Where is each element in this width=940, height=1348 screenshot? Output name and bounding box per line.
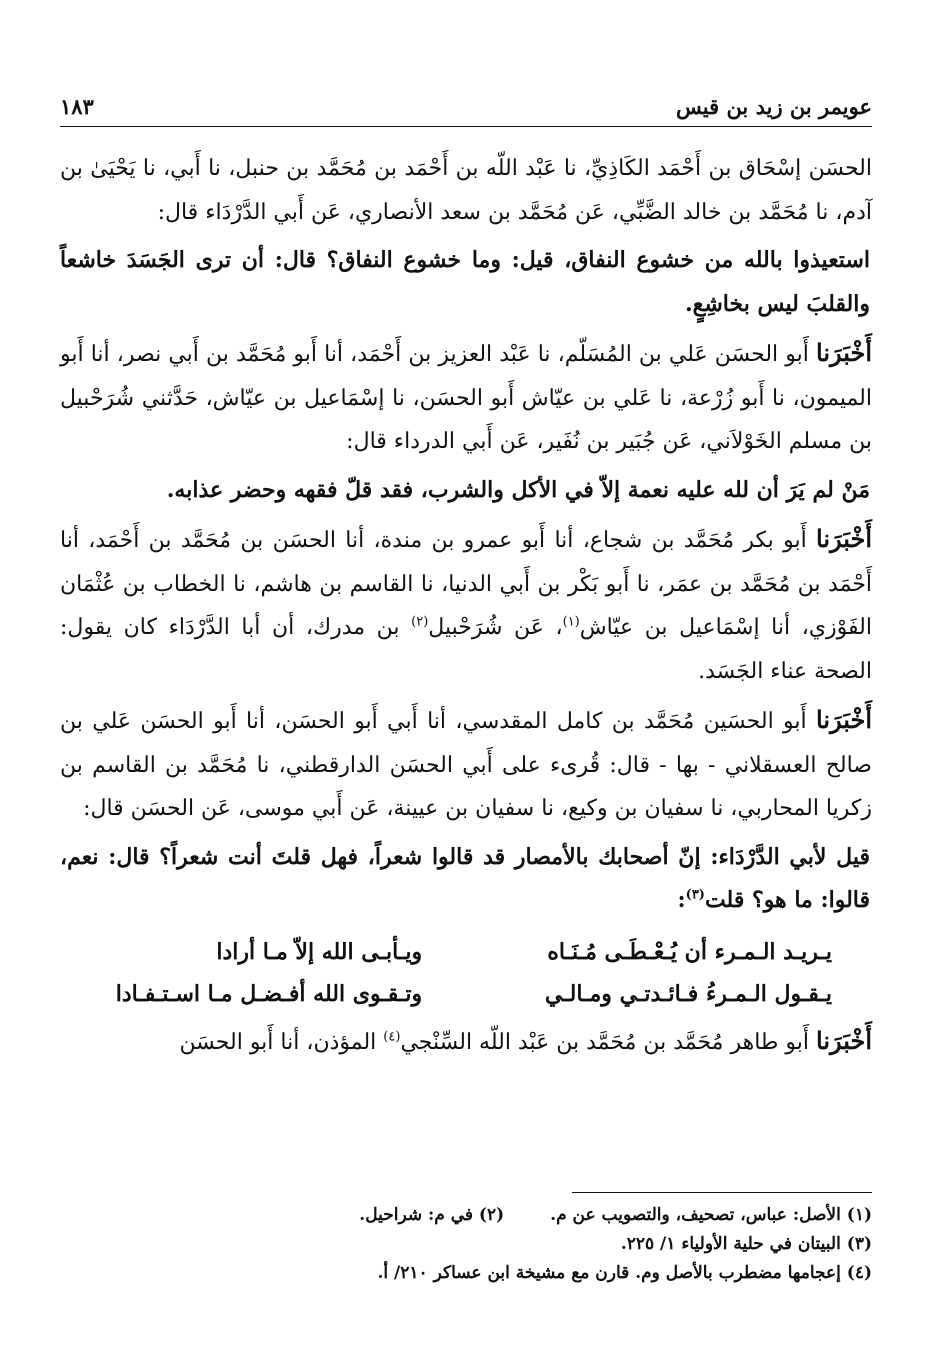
- paragraph-5-lead: أَخْبَرَنا: [816, 524, 873, 553]
- footnote-ref-1: (١): [562, 614, 580, 630]
- paragraph-1: [60, 147, 872, 234]
- footnote-line-3: [60, 1259, 872, 1288]
- footnote-line-1: [60, 1201, 872, 1230]
- page-number: ١٨٣: [60, 94, 94, 119]
- paragraph-3-text: أَبو الحسَن عَلي بن المُسَلّم، نا عَبْد العزيز بن أَحْمَد، أنا أَبو مُحَمَّد بن أَبي نصر، أنا أَبو الميمون، نا أَبو زُرْعة، نا عَلي بن عيّاش أَبو الحسَن، نا إسْمَاعيل بن عيّاش، حَدَّثني شُرَحْبيل بن مسلم الخَوْلاَني، عَن جُبَير بن نُفَير، عَن أَبي الدرداء قال:: [60, 342, 872, 454]
- paragraph-3-lead: أَخْبَرَنا: [816, 338, 872, 367]
- paragraph-3: [60, 331, 872, 464]
- paragraph-7-text: قيل لأبي الدَّرْدَاء: إنّ أصحابك بالأمصار قد قالوا شعراً، فهل قلتَ أنت شعراً؟ قال: نعم، قالوا: ما هو؟ قلت: [60, 843, 870, 913]
- footnotes: [60, 1192, 872, 1288]
- paragraph-4-saying: [60, 469, 872, 513]
- paragraph-4-text: مَنْ لم يَرَ أن لله عليه نعمة إلاّ في الأكل والشرب، فقد قلّ فقهه وحضر عذابه.: [166, 476, 870, 503]
- footnote-ref-2: (٢): [411, 614, 429, 630]
- paragraph-6: [60, 698, 872, 831]
- paragraph-6-text: أَبو الحسَين مُحَمَّد بن كامل المقدسي، أنا أَبي أَبو الحسَن، أنا أَبو الحسَن عَلي بن صالح العسقلاني - بها - قال: قُرىء على أَبي الحسَن الدارقطني، نا مُحَمَّد بن القاسم بن زكريا المحاربي، نا سفيان بن وكيع، نا سفيان بن عيينة، عَن أَبي موسى، عَن الحسَن قال:: [60, 709, 872, 821]
- paragraph-8: [60, 1019, 872, 1065]
- paragraph-1-text: الحسَن إسْحَاق بن أَحْمَد الكَاذِيِّ، نا عَبْد اللّه بن أَحْمَد بن مُحَمَّد بن حنبل، نا أَبي، نا يَحْيَىٰ بن آدم، نا مُحَمَّد بن خالد الضَّبِّي، عَن مُحَمَّد بن سعد الأنصاري، عَن أَبي الدَّرْدَاء قال:: [60, 156, 872, 225]
- paragraph-8-lead: أَخْبَرَنا: [816, 1025, 872, 1055]
- paragraph-2-text: استعيذوا بالله من خشوع النفاق، قيل: وما خشوع النفاق؟ قال: أن ترى الجَسَدَ خاشعاً والقلبَ ليس بخاشِعٍ.: [60, 247, 870, 317]
- footnote-divider: [572, 1192, 872, 1193]
- footnote-1: (١) الأصل: عباس، تصحيف، والتصويب عن م.: [550, 1205, 872, 1225]
- poem-verse-2: [60, 973, 872, 1015]
- paragraph-7-tail: :: [677, 887, 686, 913]
- footnote-2: (٢) في م: شراحيل.: [359, 1205, 505, 1225]
- paragraph-5-text: أَبو بكر مُحَمَّد بن شجاع، أنا أَبو عمرو بن مندة، أنا الحسَن بن مُحَمَّد بن أَحْمَد، أنا أَحْمَد بن مُحَمَّد بن عمَر، نا أَبو بَكْر بن أَبي الدنيا، نا القاسم بن هاشم، نا الخطاب بن عُثْمَان الفَوْزي، أنا إسْمَاعيل بن عيّاش: [60, 528, 872, 640]
- footnote-line-2: [60, 1230, 872, 1259]
- footnote-3: (٣) البيتان في حلية الأولياء ١/ ٢٢٥.: [620, 1234, 872, 1254]
- book-page: [60, 86, 872, 1306]
- main-text: [60, 147, 872, 1064]
- footnote-ref-4: (٤): [383, 1029, 401, 1045]
- footnote-ref-3: (٣): [685, 887, 705, 903]
- poem-verse-2-second: وتـقـوى الله أفـضـل مـا اسـتـفـادا: [115, 980, 423, 1007]
- poem: [60, 931, 872, 1015]
- paragraph-2-saying: [60, 239, 872, 326]
- paragraph-5-tail: بن مدرك، أن أبا الدَّرْدَاء كان يقول: الصحة عناء الجَسَد.: [60, 615, 872, 684]
- poem-verse-1-second: ويـأبـى الله إلاّ مـا أرادا: [216, 938, 423, 965]
- paragraph-8-text: أَبو طاهر مُحَمَّد بن مُحَمَّد بن عَبْد اللّه السِّنْجي: [400, 1029, 810, 1055]
- footnote-4: (٤) إعجامها مضطرب بالأصل وم. قارن مع مشيخة ابن عساكر ٢١٠/ أ.: [377, 1263, 872, 1283]
- header-title: عويمر بن زيد بن قيس: [675, 94, 872, 119]
- paragraph-5-mid: ، عَن شُرَحْبيل: [428, 615, 563, 640]
- paragraph-7-saying: [60, 836, 872, 923]
- running-header: [60, 86, 872, 127]
- poem-verse-2-first: يـقـول الـمـرءُ فـائـدتـي ومـالـي: [544, 980, 832, 1007]
- poem-verse-1: [60, 931, 872, 973]
- paragraph-5: [60, 517, 872, 693]
- poem-verse-1-first: يـريـد الـمـرء أن يُـعْـطَـى مُـنَـاه: [547, 938, 832, 965]
- paragraph-6-lead: أَخْبَرَنا: [816, 705, 872, 734]
- paragraph-8-tail: المؤذن، أنا أَبو الحسَن: [179, 1029, 384, 1055]
